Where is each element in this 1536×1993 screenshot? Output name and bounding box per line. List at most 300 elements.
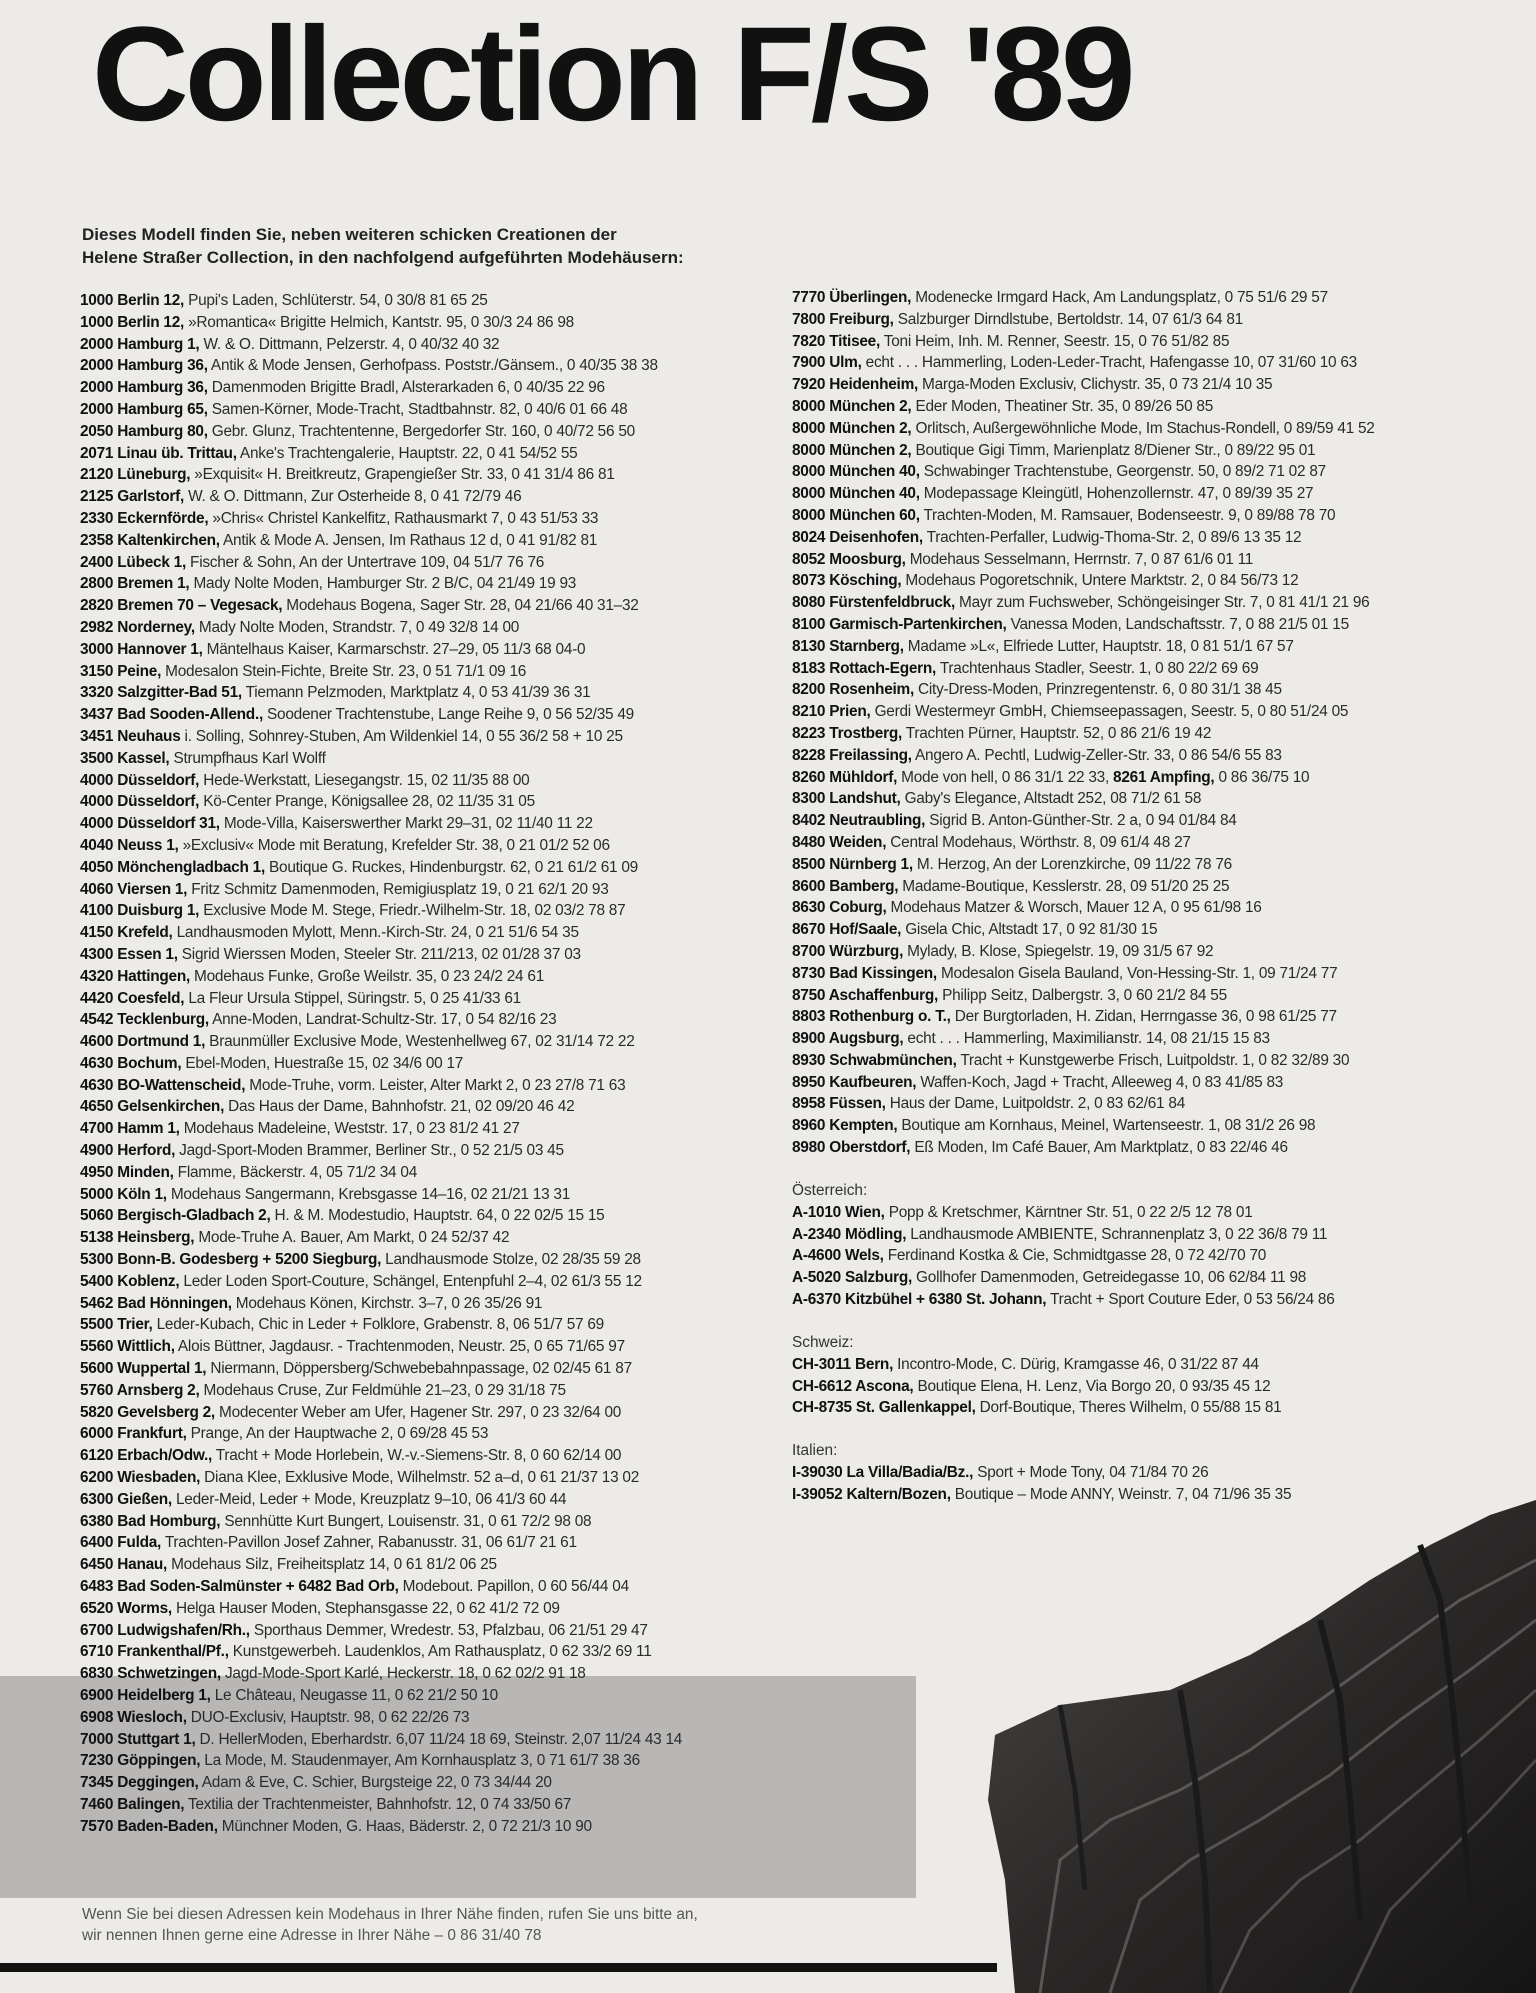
city-name: 2000 Hamburg 1, <box>80 335 200 353</box>
city-name: 4040 Neuss 1, <box>80 836 179 854</box>
city-name: 8080 Fürstenfeldbruck, <box>792 594 956 612</box>
city-name: 8930 Schwabmünchen, <box>792 1051 957 1069</box>
shop-details: i. Solling, Sohnrey-Stuben, Am Wildenkiel 14, 0 55 36/2 58 + 10 25 <box>180 727 623 745</box>
city-name: I-39030 La Villa/Badia/Bz., <box>792 1464 974 1482</box>
shop-details: Gerdi Westermeyr GmbH, Chiemseepassagen, Seestr. 5, 0 80 51/24 05 <box>870 703 1349 721</box>
shop-details: Trachten-Pavillon Josef Zahner, Rabanusstr. 31, 06 61/7 21 61 <box>161 1534 577 1552</box>
intro-line: Dieses Modell finden Sie, neben weiteren schicken Creationen der <box>82 225 617 244</box>
city-name: 8073 Kösching, <box>792 572 902 590</box>
shop-details: Boutique Elena, H. Lenz, Via Borgo 20, 0 93/35 45 12 <box>913 1377 1271 1395</box>
city-name: 5300 Bonn-B. Godesberg + 5200 Siegburg, <box>80 1251 382 1269</box>
page-title: Collection F/S '89 <box>92 0 1132 149</box>
city-name: A-6370 Kitzbühel + 6380 St. Johann, <box>792 1291 1047 1309</box>
shop-details: Trachten-Moden, M. Ramsauer, Bodenseestr. 9, 0 89/88 78 70 <box>919 506 1336 524</box>
city-name: 7770 Überlingen, <box>792 289 912 306</box>
address-entry <box>80 1729 780 1751</box>
section-gap <box>792 1159 1512 1180</box>
section-gap <box>792 1311 1512 1332</box>
shop-details: Damenmoden Brigitte Bradl, Alsterarkaden 6, 0 40/35 22 96 <box>207 379 605 397</box>
address-entry <box>80 1314 780 1336</box>
city-name: 4950 Minden, <box>80 1163 174 1181</box>
city-name: 6200 Wiesbaden, <box>80 1469 201 1487</box>
city-name: 4700 Hamm 1, <box>80 1120 180 1138</box>
shop-details: Kö-Center Prange, Königsallee 28, 02 11/35 31 05 <box>199 793 535 811</box>
shop-details: Modenecke Irmgard Hack, Am Landungsplatz, 0 75 51/6 29 57 <box>911 289 1328 306</box>
city-name: 7345 Deggingen, <box>80 1774 199 1792</box>
address-entry <box>80 1140 780 1162</box>
city-name: I-39052 Kaltern/Bozen, <box>792 1486 951 1504</box>
shop-details: Gollhofer Damenmoden, Getreidegasse 10, 06 62/84 11 98 <box>912 1269 1307 1287</box>
shop-details: »Exclusiv« Mode mit Beratung, Krefelder Str. 38, 0 21 01/2 52 06 <box>178 836 610 854</box>
city-name: 8024 Deisenhofen, <box>792 528 923 546</box>
address-entry <box>80 595 780 617</box>
shop-details: Modepassage Kleingütl, Hohenzollernstr. 47, 0 89/39 35 27 <box>919 485 1314 503</box>
city-name: 6120 Erbach/Odw., <box>80 1447 213 1465</box>
address-entry <box>80 857 780 879</box>
shop-details: Toni Heim, Inh. M. Renner, Seestr. 15, 0 76 51/82 85 <box>880 332 1230 350</box>
shop-details: Modehaus Madeleine, Weststr. 17, 0 23 81/2 41 27 <box>179 1120 520 1138</box>
shop-details: Mady Nolte Moden, Strandstr. 7, 0 49 32/8 14 00 <box>194 618 520 636</box>
shop-details: Antik & Mode A. Jensen, Im Rathaus 12 d, 0 41 91/82 81 <box>219 531 598 549</box>
address-entry <box>792 745 1512 767</box>
address-entry <box>80 1816 780 1838</box>
address-entry <box>80 1271 780 1293</box>
shop-details: Vanessa Moden, Landschaftsstr. 7, 0 88 21/5 01 15 <box>1006 615 1349 633</box>
city-name: 2125 Garlstorf, <box>80 488 185 506</box>
address-entry <box>80 1293 780 1315</box>
shop-details: Modehaus Sangermann, Krebsgasse 14–16, 02 21/21 13 31 <box>166 1185 571 1203</box>
city-name: 8980 Oberstdorf, <box>792 1139 911 1157</box>
city-name: 6450 Hanau, <box>80 1556 168 1574</box>
city-name: 8960 Kempten, <box>792 1117 898 1135</box>
address-entry <box>80 1554 780 1576</box>
shop-details: Sennhütte Kurt Bungert, Louisenstr. 31, 0 61 72/2 98 08 <box>220 1512 592 1530</box>
shop-details: »Chris« Christel Kankelfitz, Rathausmarkt 7, 0 43 51/53 33 <box>208 509 599 527</box>
city-name: 8000 München 60, <box>792 506 920 524</box>
address-entry <box>792 1115 1512 1137</box>
city-name: 3150 Peine, <box>80 662 162 680</box>
city-name: CH-6612 Ascona, <box>792 1377 914 1395</box>
address-entry <box>792 352 1512 374</box>
shop-details: Trachtenhaus Stadler, Seestr. 1, 0 80 22/2 69 69 <box>936 659 1259 677</box>
shop-details: Pupi's Laden, Schlüterstr. 54, 0 30/8 81 65 25 <box>184 292 488 309</box>
city-name: 8670 Hof/Saale, <box>792 921 902 939</box>
city-name: 8100 Garmisch-Partenkirchen, <box>792 615 1007 633</box>
address-entry <box>792 1072 1512 1094</box>
shop-details: 0 86 36/75 10 <box>1214 768 1310 786</box>
address-entry <box>792 897 1512 919</box>
city-name: 7920 Heidenheim, <box>792 376 919 394</box>
shop-details: Leder-Kubach, Chic in Leder + Folklore, Grabenstr. 8, 06 51/7 57 69 <box>152 1316 604 1334</box>
city-name: 7570 Baden-Baden, <box>80 1817 218 1835</box>
city-name: 2050 Hamburg 80, <box>80 422 208 440</box>
address-entry <box>792 461 1512 483</box>
address-entry <box>80 682 780 704</box>
city-name: 7820 Titisee, <box>792 332 881 350</box>
address-entry <box>792 788 1512 810</box>
city-name: 2071 Linau üb. Trittau, <box>80 444 237 462</box>
address-entry <box>792 854 1512 876</box>
city-name: 8210 Prien, <box>792 703 871 721</box>
address-entry <box>792 767 1512 789</box>
address-entry <box>80 1205 780 1227</box>
city-name: 8750 Aschaffenburg, <box>792 986 939 1004</box>
address-entry <box>80 1620 780 1642</box>
shop-details: Sport + Mode Tony, 04 71/84 70 26 <box>973 1464 1209 1482</box>
city-name: 7800 Freiburg, <box>792 310 894 328</box>
country-heading: Österreich: <box>792 1181 868 1199</box>
city-name: 6700 Ludwigshafen/Rh., <box>80 1621 250 1639</box>
city-name: 6380 Bad Homburg, <box>80 1512 221 1530</box>
address-entry <box>80 1227 780 1249</box>
city-name: CH-3011 Bern, <box>792 1355 894 1373</box>
city-name: 6400 Fulda, <box>80 1534 162 1552</box>
address-entry <box>80 1336 780 1358</box>
address-entry <box>80 1445 780 1467</box>
address-entry <box>792 374 1512 396</box>
address-entry <box>80 334 780 356</box>
city-name: 4150 Krefeld, <box>80 924 173 942</box>
address-entry <box>80 486 780 508</box>
address-entry <box>80 639 780 661</box>
address-entry <box>80 421 780 443</box>
shop-details: Modehaus Könen, Kirchstr. 3–7, 0 26 35/26 91 <box>231 1294 543 1312</box>
shop-details: Modesalon Stein-Fichte, Breite Str. 23, 0 51 71/1 09 16 <box>161 662 527 680</box>
address-entry <box>80 1641 780 1663</box>
city-name: 6710 Frankenthal/Pf., <box>80 1643 229 1661</box>
address-entry <box>792 658 1512 680</box>
city-name: 4630 Bochum, <box>80 1054 182 1072</box>
shop-details: Modehaus Silz, Freiheitsplatz 14, 0 61 81/2 06 25 <box>167 1556 497 1574</box>
shop-details: Flamme, Bäckerstr. 4, 05 71/2 34 04 <box>173 1163 418 1181</box>
city-name: 8000 München 40, <box>792 485 920 503</box>
city-name: 2358 Kaltenkirchen, <box>80 531 220 549</box>
shop-details: Mode-Truhe A. Bauer, Am Markt, 0 24 52/37 42 <box>194 1229 510 1247</box>
city-name: 8228 Freilassing, <box>792 746 912 764</box>
shop-details: Der Burgtorladen, H. Zidan, Herrngasse 36, 0 98 61/25 77 <box>950 1008 1337 1026</box>
address-entry <box>80 530 780 552</box>
city-name: 8300 Landshut, <box>792 790 901 808</box>
shop-details: Mady Nolte Moden, Hamburger Str. 2 B/C, 04 21/49 19 93 <box>189 575 577 593</box>
address-entry <box>80 726 780 748</box>
shop-details: Anne-Moden, Landrat-Schultz-Str. 17, 0 54 82/16 23 <box>208 1011 557 1029</box>
city-name: 6000 Frankfurt, <box>80 1425 187 1443</box>
shop-details: Helga Hauser Moden, Stephansgasse 22, 0 62 41/2 72 09 <box>171 1599 560 1617</box>
address-entry <box>792 396 1512 418</box>
shop-details: DUO-Exclusiv, Hauptstr. 98, 0 62 22/26 73 <box>186 1708 470 1726</box>
address-entry <box>80 1031 780 1053</box>
address-entry <box>792 1028 1512 1050</box>
shop-details: Landhausmode Stolze, 02 28/35 59 28 <box>381 1251 641 1269</box>
city-name: 2820 Bremen 70 – Vegesack, <box>80 597 283 615</box>
city-name: 3451 Neuhaus <box>80 727 181 745</box>
shop-details: Leder-Meid, Leder + Mode, Kreuzplatz 9–10, 06 41/3 60 44 <box>171 1490 567 1508</box>
shop-details: Central Modehaus, Wörthstr. 8, 09 61/4 48 27 <box>886 833 1191 851</box>
address-entry <box>80 1118 780 1140</box>
shop-details: Boutique am Kornhaus, Meinel, Wartenseestr. 1, 08 31/2 26 98 <box>897 1117 1316 1135</box>
city-name: 2330 Eckernförde, <box>80 509 209 527</box>
address-entry <box>792 1050 1512 1072</box>
address-entry <box>80 1685 780 1707</box>
shop-details: Mode-Truhe, vorm. Leister, Alter Markt 2, 0 23 27/8 71 63 <box>245 1076 626 1094</box>
shop-details: Leder Loden Sport-Couture, Schängel, Entenpfuhl 2–4, 02 61/3 55 12 <box>179 1272 642 1290</box>
intro-line: Helene Straßer Collection, in den nachfolgend aufgeführten Modehäusern: <box>82 248 684 267</box>
city-name: 4060 Viersen 1, <box>80 880 188 898</box>
city-name: 7000 Stuttgart 1, <box>80 1730 196 1748</box>
city-name: 8000 München 40, <box>792 463 920 481</box>
shop-details: Modesalon Gisela Bauland, Von-Hessing-Str. 1, 09 71/24 77 <box>936 964 1338 982</box>
city-name: 6300 Gießen, <box>80 1490 172 1508</box>
shop-details: Mäntelhaus Kaiser, Karmarschstr. 27–29, 05 11/3 68 04-0 <box>202 640 586 658</box>
address-entry <box>80 399 780 421</box>
shop-details: Boutique Gigi Timm, Marienplatz 8/Diener Str., 0 89/22 95 01 <box>911 441 1316 459</box>
city-name: 8223 Trostberg, <box>792 724 903 742</box>
shop-details: Gaby's Elegance, Altstadt 252, 08 71/2 61 58 <box>900 790 1202 808</box>
address-entry <box>80 1772 780 1794</box>
address-entry <box>792 1137 1512 1159</box>
shop-details: Soodener Trachtenstube, Lange Reihe 9, 0 56 52/35 49 <box>263 706 634 724</box>
shop-details: Diana Klee, Exklusive Mode, Wilhelmstr. 52 a–d, 0 61 21/37 13 02 <box>200 1469 640 1487</box>
city-name: 8402 Neutraubling, <box>792 812 926 830</box>
address-entry <box>792 636 1512 658</box>
address-entry <box>792 614 1512 636</box>
city-name: 4542 Tecklenburg, <box>80 1011 209 1029</box>
city-name: 4000 Düsseldorf, <box>80 771 200 789</box>
address-entry <box>80 552 780 574</box>
city-name: 8183 Rottach-Egern, <box>792 659 937 677</box>
shop-details: Exclusive Mode M. Stege, Friedr.-Wilhelm-Str. 18, 02 03/2 78 87 <box>199 902 626 920</box>
city-name: 8600 Bamberg, <box>792 877 899 895</box>
shop-details: Tracht + Kunstgewerbe Frisch, Luitpoldstr. 1, 0 82 32/89 30 <box>956 1051 1350 1069</box>
address-entry <box>792 592 1512 614</box>
city-name: 7900 Ulm, <box>792 354 862 372</box>
shop-details: Tracht + Mode Horlebein, W.-v.-Siemens-Str. 8, 0 60 62/14 00 <box>212 1447 622 1465</box>
city-name: 6483 Bad Soden-Salmünster + 6482 Bad Orb, <box>80 1578 399 1596</box>
city-name: 4300 Essen 1, <box>80 945 178 963</box>
shop-details: Madame-Boutique, Kesslerstr. 28, 09 51/20 25 25 <box>898 877 1230 895</box>
address-entry <box>792 570 1512 592</box>
shop-details: W. & O. Dittmann, Pelzerstr. 4, 0 40/32 40 32 <box>199 335 500 353</box>
shop-details: Strumpfhaus Karl Wolff <box>169 749 326 767</box>
address-entry <box>80 1184 780 1206</box>
address-entry <box>792 1397 1512 1419</box>
address-entry <box>792 723 1512 745</box>
shop-details: Sigrid Wierssen Moden, Steeler Str. 211/213, 02 01/28 37 03 <box>177 945 581 963</box>
shop-details: D. HellerModen, Eberhardstr. 6,07 11/24 18 69, Steinstr. 2,07 11/24 43 14 <box>195 1730 683 1748</box>
address-entry <box>80 1075 780 1097</box>
address-entry <box>80 770 780 792</box>
city-name: 8130 Starnberg, <box>792 637 904 655</box>
address-entry <box>80 1467 780 1489</box>
address-entry <box>792 810 1512 832</box>
shop-details: Das Haus der Dame, Bahnhofstr. 21, 02 09/20 46 42 <box>224 1098 575 1116</box>
city-name: 5500 Trier, <box>80 1316 153 1334</box>
city-name: 4000 Düsseldorf 31, <box>80 815 220 833</box>
address-entry <box>80 1750 780 1772</box>
shop-details: Mode-Villa, Kaiserswerther Markt 29–31, 02 11/40 11 22 <box>219 815 593 833</box>
section-gap <box>792 1419 1512 1440</box>
shop-details: »Romantica« Brigitte Helmich, Kantstr. 95, 0 30/3 24 86 98 <box>184 313 574 331</box>
shop-details: Incontro-Mode, C. Dürig, Kramgasse 46, 0 31/22 87 44 <box>893 1355 1259 1373</box>
city-name: 8950 Kaufbeuren, <box>792 1073 917 1091</box>
address-entry <box>80 879 780 901</box>
shop-details: Jagd-Sport-Moden Brammer, Berliner Str., 0 52 21/5 03 45 <box>175 1142 564 1160</box>
shop-details: Ferdinand Kostka & Cie, Schmidtgasse 28, 0 72 42/70 70 <box>883 1247 1267 1265</box>
city-name: 1000 Berlin 12, <box>80 292 185 309</box>
city-name: 8500 Nürnberg 1, <box>792 855 913 873</box>
country-heading: Italien: <box>792 1442 838 1460</box>
shop-details: Adam & Eve, C. Schier, Burgsteige 22, 0 73 34/44 20 <box>198 1774 552 1792</box>
shop-details: Salzburger Dirndlstube, Bertoldstr. 14, 07 61/3 64 81 <box>893 310 1243 328</box>
city-name: 8803 Rothenburg o. T., <box>792 1008 951 1026</box>
address-entry <box>80 377 780 399</box>
address-entry <box>80 508 780 530</box>
city-name: 2120 Lüneburg, <box>80 466 191 484</box>
shop-details: Modecenter Weber am Ufer, Hagener Str. 297, 0 23 32/64 00 <box>214 1403 622 1421</box>
shop-details: La Fleur Ursula Stippel, Süringstr. 5, 0 25 41/33 61 <box>184 989 521 1007</box>
shop-details: Angero A. Pechtl, Ludwig-Zeller-Str. 33, 0 86 54/6 55 83 <box>911 746 1282 764</box>
city-name: 6900 Heidelberg 1, <box>80 1687 211 1704</box>
shop-details: echt . . . Hammerling, Loden-Leder-Tracht, Hafengasse 10, 07 31/60 10 63 <box>861 354 1357 372</box>
shop-details: Trachten-Perfaller, Ludwig-Thoma-Str. 2, 0 89/6 13 35 12 <box>922 528 1302 546</box>
address-entry <box>80 1532 780 1554</box>
shop-details: Trachten Pürner, Hauptstr. 52, 0 86 21/6 19 42 <box>902 724 1212 742</box>
address-entry <box>792 1202 1512 1224</box>
city-name: 6520 Worms, <box>80 1599 172 1617</box>
address-entry <box>792 549 1512 571</box>
address-entry <box>792 1462 1512 1484</box>
address-entry <box>80 1162 780 1184</box>
shop-details: Popp & Kretschmer, Kärntner Str. 51, 0 22 2/5 12 78 01 <box>884 1203 1253 1221</box>
shop-details: Landhausmoden Mylott, Menn.-Kirch-Str. 24, 0 21 51/6 54 35 <box>172 924 579 942</box>
city-name: 8958 Füssen, <box>792 1095 886 1113</box>
bottom-rule <box>0 1963 997 1972</box>
address-entry <box>80 290 780 312</box>
address-entry <box>792 1006 1512 1028</box>
address-entry <box>80 661 780 683</box>
shop-details: H. & M. Modestudio, Hauptstr. 64, 0 22 02/5 15 15 <box>270 1207 605 1225</box>
city-name: 7460 Balingen, <box>80 1795 185 1813</box>
address-entry <box>80 944 780 966</box>
address-entry <box>80 1402 780 1424</box>
address-entry <box>792 1093 1512 1115</box>
shop-details: Schwabinger Trachtenstube, Georgenstr. 50, 0 89/2 71 02 87 <box>919 463 1326 481</box>
city-name: 2000 Hamburg 36, <box>80 357 208 375</box>
city-name: 2982 Norderney, <box>80 618 195 636</box>
city-name: 2800 Bremen 1, <box>80 575 190 593</box>
shop-details: Niermann, Döppersberg/Schwebebahnpassage, 02 02/45 61 87 <box>206 1360 632 1378</box>
city-name: 3000 Hannover 1, <box>80 640 203 658</box>
address-entry <box>80 1576 780 1598</box>
shop-details: Waffen-Koch, Jagd + Tracht, Alleeweg 4, 0 83 41/85 83 <box>916 1073 1284 1091</box>
address-entry <box>80 1598 780 1620</box>
address-entry <box>792 1245 1512 1267</box>
country-heading: Schweiz: <box>792 1333 854 1351</box>
city-name: 4320 Hattingen, <box>80 967 191 985</box>
city-name: 5400 Koblenz, <box>80 1272 180 1290</box>
shop-details: Samen-Körner, Mode-Tracht, Stadtbahnstr. 82, 0 40/6 01 66 48 <box>207 400 628 418</box>
city-name: 3500 Kassel, <box>80 749 170 767</box>
address-entry <box>792 483 1512 505</box>
shop-details: Modebout. Papillon, 0 60 56/44 04 <box>398 1578 629 1596</box>
city-name: 4630 BO-Wattenscheid, <box>80 1076 246 1094</box>
address-entry <box>80 1053 780 1075</box>
shop-details: Anke's Trachtengalerie, Hauptstr. 22, 0 41 54/52 55 <box>236 444 578 462</box>
address-entry <box>792 679 1512 701</box>
city-name: 8000 München 2, <box>792 441 912 459</box>
shop-details: Mayr zum Fuchsweber, Schöngeisinger Str. 7, 0 81 41/1 21 96 <box>955 594 1370 612</box>
shop-details: Fischer & Sohn, An der Untertrave 109, 04 51/7 76 76 <box>186 553 545 571</box>
address-entry <box>792 1484 1512 1506</box>
shop-details: City-Dress-Moden, Prinzregentenstr. 6, 0 80 31/1 38 45 <box>914 681 1282 699</box>
address-entry <box>80 1489 780 1511</box>
left-address-column <box>80 290 780 1838</box>
city-name: 8261 Ampfing, <box>1113 768 1215 786</box>
city-name: 8200 Rosenheim, <box>792 681 914 699</box>
shop-details: Jagd-Mode-Sport Karlé, Heckerstr. 18, 0 62 02/2 91 18 <box>220 1665 586 1683</box>
city-name: 4420 Coesfeld, <box>80 989 185 1007</box>
address-entry <box>792 1354 1512 1376</box>
address-entry <box>80 617 780 639</box>
city-name: 5000 Köln 1, <box>80 1185 167 1203</box>
shop-details: Tiemann Pelzmoden, Marktplatz 4, 0 53 41/39 36 31 <box>241 684 591 702</box>
shop-details: Braunmüller Exclusive Mode, Westenhellweg 67, 02 31/14 72 22 <box>205 1033 635 1051</box>
city-name: 8480 Weiden, <box>792 833 887 851</box>
shop-details: Modehaus Bogena, Sager Str. 28, 04 21/66 40 31–32 <box>282 597 639 615</box>
footer-line: wir nennen Ihnen gerne eine Adresse in Ihrer Nähe – 0 86 31/40 78 <box>82 1927 542 1944</box>
address-entry <box>80 704 780 726</box>
shop-details: Orlitsch, Außergewöhnliche Mode, Im Stachus-Rondell, 0 89/59 41 52 <box>911 419 1375 437</box>
city-name: 5462 Bad Hönningen, <box>80 1294 232 1312</box>
address-entry <box>792 1376 1512 1398</box>
address-entry <box>80 1380 780 1402</box>
shop-details: Boutique G. Ruckes, Hindenburgstr. 62, 0 21 61/2 61 09 <box>264 858 638 876</box>
city-name: 4650 Gelsenkirchen, <box>80 1098 225 1116</box>
address-entry <box>80 1423 780 1445</box>
city-name: CH-8735 St. Gallenkappel, <box>792 1399 976 1417</box>
shop-details: Modehaus Sesselmann, Herrnstr. 7, 0 87 61/6 01 11 <box>905 550 1254 568</box>
city-name: 8260 Mühldorf, <box>792 768 898 786</box>
shop-details: Madame »L«, Elfriede Lutter, Hauptstr. 18, 0 81 51/1 67 57 <box>903 637 1294 655</box>
shop-details: Alois Büttner, Jagdausr. - Trachtenmoden, Neustr. 25, 0 65 71/65 97 <box>174 1338 625 1356</box>
city-name: 8052 Moosburg, <box>792 550 906 568</box>
address-entry <box>792 985 1512 1007</box>
city-name: 7230 Göppingen, <box>80 1752 201 1770</box>
city-name: 4000 Düsseldorf, <box>80 793 200 811</box>
shop-details: Tracht + Sport Couture Eder, 0 53 56/24 86 <box>1046 1291 1335 1309</box>
city-name: 2000 Hamburg 65, <box>80 400 208 418</box>
city-name: 6830 Schwetzingen, <box>80 1665 221 1683</box>
address-entry <box>792 505 1512 527</box>
city-name: 3437 Bad Sooden-Allend., <box>80 706 264 724</box>
city-name: 8630 Coburg, <box>792 899 887 917</box>
address-entry <box>792 1224 1512 1246</box>
shop-details: Modehaus Funke, Große Weilstr. 35, 0 23 24/2 24 61 <box>190 967 545 985</box>
right-address-column <box>792 287 1512 1506</box>
shop-details: Philipp Seitz, Dalbergstr. 3, 0 60 21/2 84 55 <box>938 986 1227 1004</box>
shop-details: Eder Moden, Theatiner Str. 35, 0 89/26 50 85 <box>911 397 1214 415</box>
city-name: A-1010 Wien, <box>792 1203 885 1221</box>
address-entry <box>80 813 780 835</box>
address-entry <box>80 1511 780 1533</box>
city-name: 8700 Würzburg, <box>792 942 904 960</box>
city-name: A-4600 Wels, <box>792 1247 884 1265</box>
city-name: 1000 Berlin 12, <box>80 313 185 331</box>
city-name: 5060 Bergisch-Gladbach 2, <box>80 1207 271 1225</box>
address-entry <box>792 1289 1512 1311</box>
city-name: 5138 Heinsberg, <box>80 1229 195 1247</box>
address-entry <box>792 1267 1512 1289</box>
